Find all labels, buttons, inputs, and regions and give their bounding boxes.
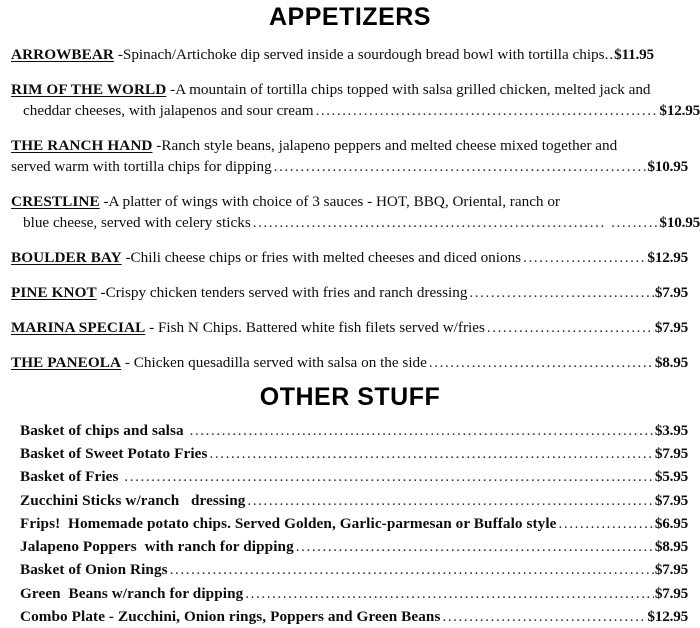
menu-item-price: $7.95 (654, 584, 688, 602)
menu-item-description: Spinach/Artichoke dip served inside a sourdough bread bowl with tortilla chips (122, 46, 605, 63)
menu-item-name: Combo Plate - Zucchini, Onion rings, Poppers and Green Beans (20, 608, 441, 626)
menu-item-price: $11.95 (614, 46, 654, 63)
menu-item-description-continued: blue cheese, served with celery sticks (23, 213, 251, 231)
menu-item-description: Crispy chicken tenders served with fries and ranch dressing (105, 283, 468, 301)
menu-item-dash: - (121, 248, 131, 266)
menu-item-dash: - (152, 136, 162, 154)
menu-item-line (11, 318, 688, 339)
menu-item-description: Chicken quesadilla served with salsa on the side (133, 353, 427, 371)
dot-leader (124, 467, 653, 488)
dot-leader (523, 248, 646, 269)
menu-item-name: PINE KNOT (11, 283, 97, 301)
menu-item-price: $8.95 (654, 538, 688, 556)
menu-item-dash: - (145, 318, 158, 336)
menu-item (20, 559, 688, 581)
menu-item-line (11, 136, 688, 157)
menu-item-dash: - (114, 46, 123, 63)
menu-item-line (11, 45, 688, 66)
dot-leader (170, 560, 654, 581)
menu-item-description: Fish N Chips. Battered white fish filets served w/fries (157, 318, 485, 336)
menu-item-price: $12.95 (659, 101, 700, 119)
menu-item (11, 248, 688, 269)
menu-item-price: $7.95 (654, 283, 688, 301)
menu-item-description: Chili cheese chips or fries with melted cheeses and diced onions (130, 248, 522, 266)
menu-item-line (11, 248, 688, 269)
menu-item-name: CRESTLINE (11, 192, 100, 210)
menu-item-price: $7.95 (654, 561, 688, 579)
dot-leader (487, 318, 654, 339)
menu-item-line (11, 80, 688, 101)
menu-item (20, 583, 688, 605)
menu-item-name: Zucchini Sticks w/ranch dressing (20, 491, 246, 509)
dot-leader (559, 514, 654, 535)
menu-item (11, 318, 688, 339)
menu-item-name: Green Beans w/ranch for dipping (20, 584, 244, 602)
menu-item (11, 353, 688, 374)
menu-item-price: $3.95 (654, 421, 688, 439)
menu-item-price: $10.95 (647, 157, 688, 175)
menu-item (11, 283, 688, 304)
other-stuff-list (0, 420, 700, 628)
section-heading-appetizers: APPETIZERS (269, 3, 431, 31)
menu-item-description: A mountain of tortilla chips topped with salsa grilled chicken, melted jack and (175, 80, 651, 98)
menu-item-dash: - (121, 353, 134, 371)
menu-item (20, 513, 688, 535)
menu-item-description-continued: cheddar cheeses, with jalapenos and sour cream (23, 101, 314, 119)
menu-item (11, 80, 700, 122)
menu-item (20, 490, 688, 512)
menu-item-line (11, 353, 688, 374)
menu-item-line (11, 101, 700, 122)
dot-leader (190, 421, 654, 442)
menu-item-price: $6.95 (654, 514, 688, 532)
dot-leader (316, 101, 659, 122)
menu-item-line (11, 213, 700, 234)
menu-item-name: BOULDER BAY (11, 248, 122, 266)
menu-item (20, 443, 688, 465)
menu-item-name: ARROWBEAR (11, 46, 115, 63)
menu-item-price: $7.95 (654, 318, 688, 336)
menu-item-dash: - (99, 192, 109, 210)
menu-item (11, 45, 688, 66)
menu-item-line (11, 157, 688, 178)
menu-item (20, 536, 688, 558)
dot-leader (442, 607, 646, 628)
menu-item-name: Basket of chips and salsa (20, 421, 188, 439)
dot-leader (429, 353, 654, 374)
menu-item (20, 606, 688, 628)
menu-item-price: $7.95 (654, 444, 688, 462)
dot-leader (210, 444, 654, 465)
menu-item-name: Basket of Sweet Potato Fries (20, 444, 208, 462)
menu-item-description: Ranch style beans, jalapeno peppers and melted cheese mixed together and (161, 136, 618, 154)
menu-item-name: Basket of Fries (20, 468, 123, 486)
menu-item-price: $7.95 (654, 491, 688, 509)
menu-item (20, 466, 688, 488)
menu-item-name: Basket of Onion Rings (20, 561, 168, 579)
section-heading-other-stuff: OTHER STUFF (259, 382, 441, 411)
menu-item-name: THE RANCH HAND (11, 136, 153, 154)
menu-item-dash: - (96, 283, 106, 301)
menu-item (20, 420, 688, 442)
menu-item (11, 192, 700, 234)
menu-item-description-continued: served warm with tortilla chips for dipping (11, 157, 272, 175)
menu-item-line (11, 283, 688, 304)
dot-leader (296, 537, 654, 558)
dot-leader (245, 584, 654, 605)
menu-item-name: Frips! Homemade potato chips. Served Golden, Garlic-parmesan or Buffalo style (20, 514, 557, 532)
menu-item-price: $8.95 (654, 353, 688, 371)
menu-item-line (11, 192, 688, 213)
dot-leader (469, 283, 653, 304)
menu-item-price: $12.95 (647, 248, 688, 266)
menu-item-dash: - (166, 80, 176, 98)
dot-leader (274, 157, 647, 178)
menu-item-price: $10.95 (659, 213, 700, 231)
menu-item (11, 136, 688, 178)
dot-leader: .. (604, 46, 615, 63)
menu-item-price: $12.95 (647, 608, 688, 626)
appetizers-list (0, 45, 700, 374)
menu-item-price: $5.95 (654, 468, 688, 486)
menu-item-name: MARINA SPECIAL (11, 318, 146, 336)
menu-item-name: Jalapeno Poppers with ranch for dipping (20, 538, 294, 556)
dot-leader (253, 213, 659, 234)
dot-leader (248, 491, 654, 512)
menu-item-name: THE PANEOLA (11, 353, 122, 371)
menu-item-name: RIM OF THE WORLD (11, 80, 167, 98)
menu-item-description: A platter of wings with choice of 3 sauces - HOT, BBQ, Oriental, ranch or (108, 192, 560, 210)
